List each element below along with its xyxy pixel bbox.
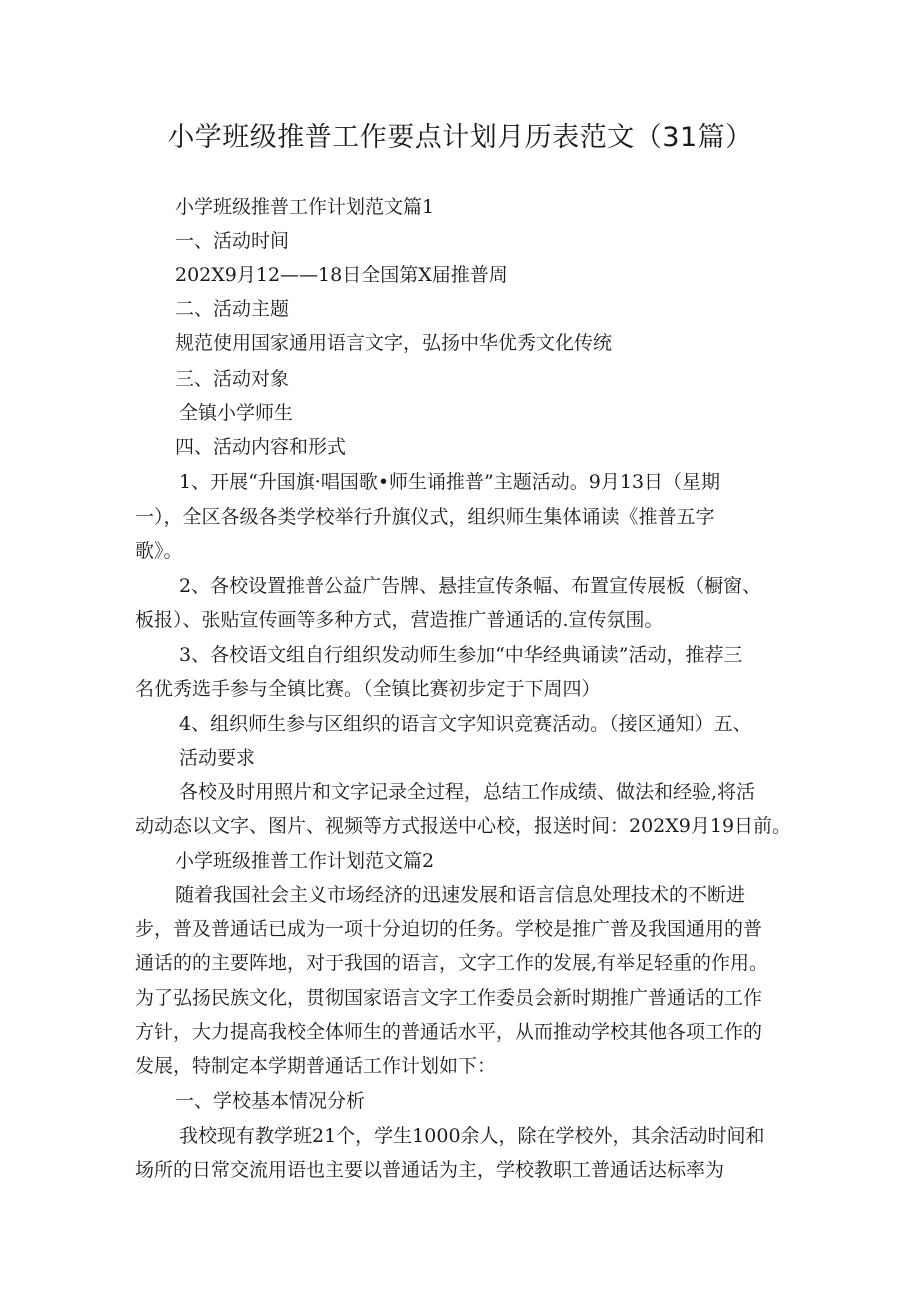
document-title: 小学班级推普工作要点计划月历表范文（31篇） xyxy=(167,122,753,153)
paragraph-line: 方针，大力提高我校全体师生的普通话水平，从而推动学校其他各项工作的 xyxy=(135,1021,763,1043)
paragraph-line: 随着我国社会主义市场经济的迅速发展和语言信息处理技术的不断进 xyxy=(175,884,746,906)
paragraph-line: 通话的的主要阵地，对于我国的语言，文字工作的发展,有举足轻重的作用。 xyxy=(135,952,769,974)
paragraph-line: 为了弘扬民族文化，贯彻国家语言文字工作委员会新时期推广普通话的工作 xyxy=(135,987,763,1009)
subheading-activity-theme: 二、活动主题 xyxy=(175,298,290,320)
paragraph-line: 一），全区各级各类学校举行升旗仪式，组织师生集体诵读《推普五字 xyxy=(135,506,715,528)
section-heading-1: 小学班级推普工作计划范文篇1 xyxy=(175,196,435,218)
paragraph-line: 歌》。 xyxy=(135,540,183,562)
list-item-3: 3、各校语文组自行组织发动师生参加“中华经典诵读”活动，推荐三 xyxy=(179,644,743,666)
subheading-activity-target: 三、活动对象 xyxy=(175,368,290,390)
paragraph-line: 规范使用国家通用语言文字，弘扬中华优秀文化传统 xyxy=(175,332,613,354)
paragraph-line: 板报）、张贴宣传画等多种方式，营造推广普通话的.宣传氛围。 xyxy=(135,609,664,631)
section-heading-2: 小学班级推普工作计划范文篇2 xyxy=(175,850,435,872)
list-item-1: 1、开展“升国旗·唱国歌•师生诵推普”主题活动。9月13日（星期 xyxy=(179,471,721,493)
paragraph-line: 各校及时用照片和文字记录全过程，总结工作成绩、做法和经验,将活 xyxy=(179,781,756,803)
paragraph-line: 我校现有教学班21个，学生1000余人，除在学校外，其余活动时间和 xyxy=(179,1125,765,1147)
subheading-school-analysis: 一、学校基本情况分析 xyxy=(175,1090,366,1112)
paragraph-line: 名优秀选手参与全镇比赛。（全镇比赛初步定于下周四） xyxy=(135,678,601,700)
subheading-activity-content: 四、活动内容和形式 xyxy=(175,436,347,458)
list-item-2: 2、各校设置推普公益广告牌、悬挂宣传条幅、布置宣传展板（橱窗、 xyxy=(179,575,762,597)
paragraph-line: 动动态以文字、图片、视频等方式报送中心校，报送时间：202X9月19日前。 xyxy=(135,815,792,837)
paragraph-line: 发展，特制定本学期普通话工作计划如下： xyxy=(135,1055,497,1077)
subheading-activity-time: 一、活动时间 xyxy=(175,230,290,252)
paragraph-line: 202X9月12——18日全国第X届推普周 xyxy=(175,264,508,286)
paragraph-line: 场所的日常交流用语也主要以普通话为主，学校教职工普通话达标率为 xyxy=(135,1159,725,1181)
paragraph-line: 全镇小学师生 xyxy=(179,402,294,424)
paragraph-line: 步，普及普通话已成为一项十分迫切的任务。学校是推广普及我国通用的普 xyxy=(135,918,763,940)
subheading-activity-requirements: 活动要求 xyxy=(179,747,256,769)
list-item-4: 4、组织师生参与区组织的语言文字知识竞赛活动。（接区通知）五、 xyxy=(179,713,752,735)
